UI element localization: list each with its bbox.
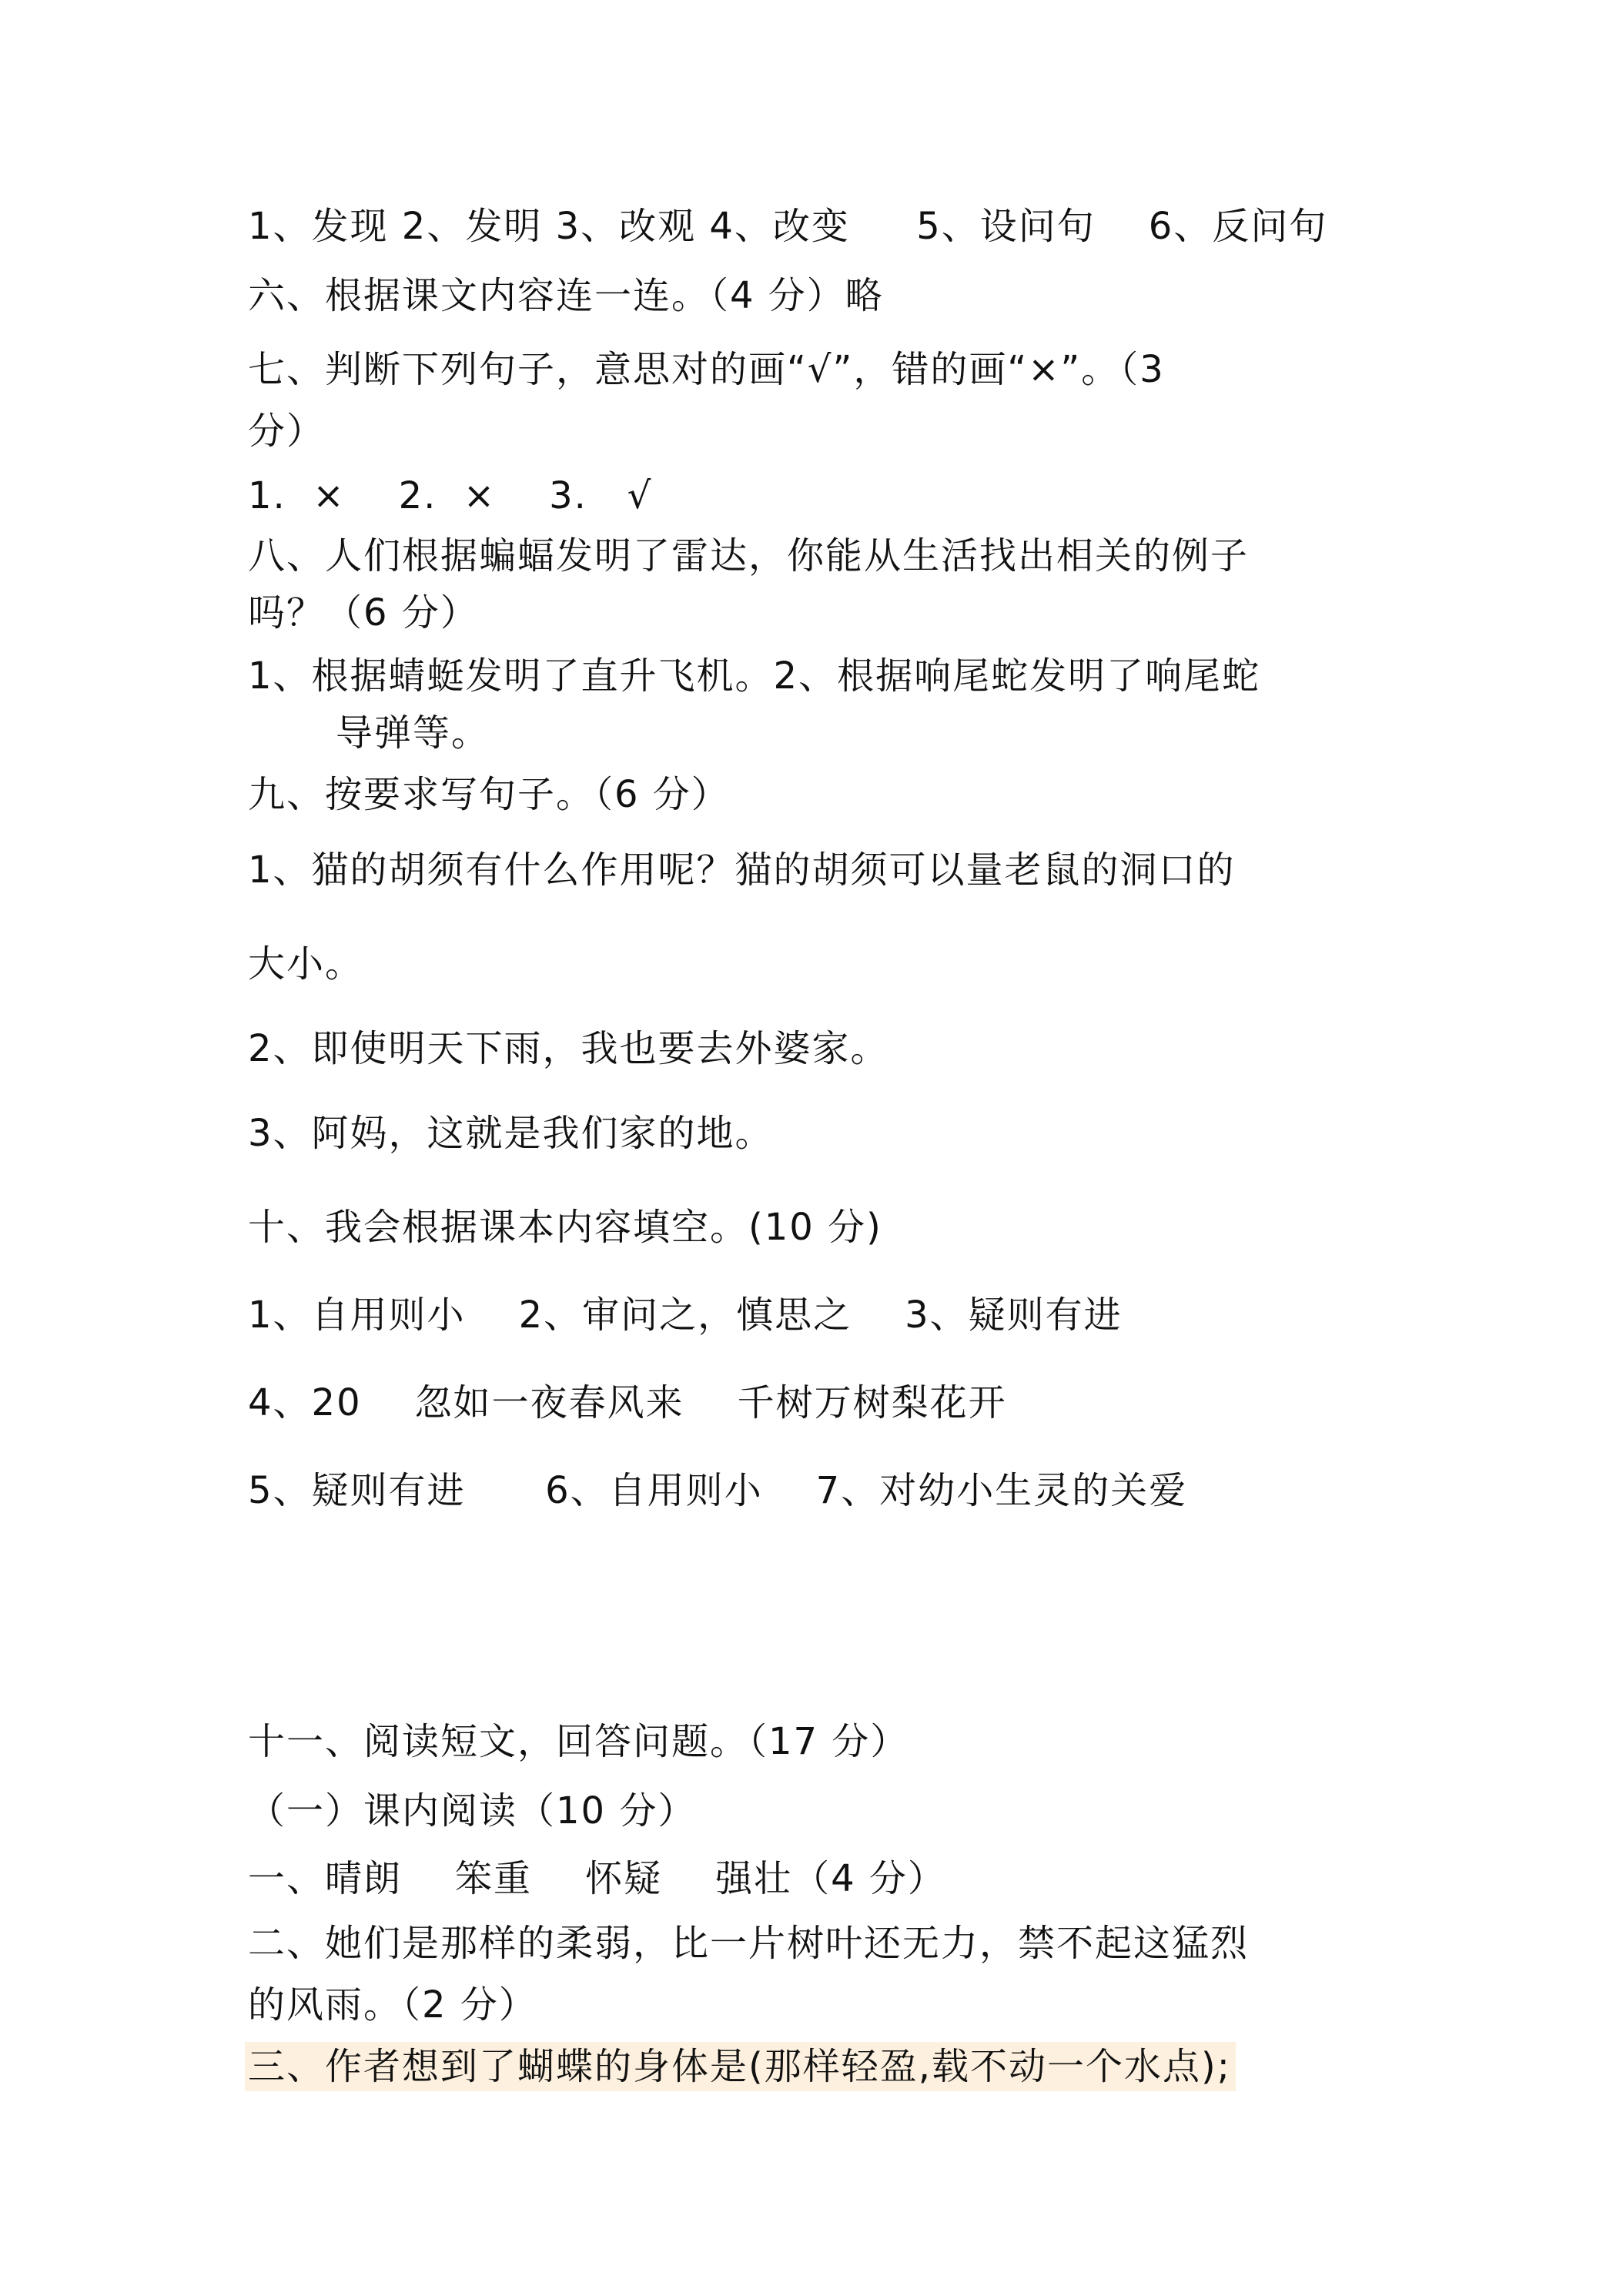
section-8-heading-cont: 吗？（6 分） [248,591,479,634]
section-9-answer-3: 3、阿妈，这就是我们家的地。 [248,1112,774,1155]
section-9-heading: 九、按要求写句子。（6 分） [248,773,730,816]
section-9-answer-1-cont: 大小。 [248,942,364,986]
section-9-answer-1: 1、猫的胡须有什么作用呢？猫的胡须可以量老鼠的洞口的 [248,848,1236,892]
section-10-answers-3: 5、疑则有进 6、自用则小 7、对幼小生灵的关爱 [248,1469,1188,1512]
section-7-heading: 七、判断下列句子，意思对的画“√”，错的画“×”。（3 [248,348,1165,391]
section-11-answer-2: 二、她们是那样的柔弱，比一片树叶还无力，禁不起这猛烈 [248,1922,1250,1965]
section-11-answer-1: 一、晴朗 笨重 怀疑 强壮（4 分） [248,1857,946,1900]
section-9-answer-2: 2、即使明天下雨，我也要去外婆家。 [248,1027,889,1070]
section-10-answers-1: 1、自用则小 2、审问之，慎思之 3、疑则有进 [248,1294,1123,1337]
section-8-answer-cont: 导弹等。 [336,711,490,755]
section-11-answer-2-cont: 的风雨。（2 分） [248,1983,537,2027]
section-6-heading: 六、根据课文内容连一连。（4 分）略 [248,274,884,317]
section-11-heading: 十一、阅读短文，回答问题。（17 分） [248,1720,909,1763]
section-8-heading: 八、人们根据蝙蝠发明了雷达，你能从生活找出相关的例子 [248,534,1250,577]
section-7-answers: 1. × 2. × 3. √ [248,474,653,517]
section-11-part-1-heading: （一）课内阅读（10 分） [248,1789,697,1832]
section-7-heading-cont: 分） [248,410,326,453]
section-10-heading: 十、我会根据课本内容填空。(10 分) [248,1206,882,1249]
answer-line-1: 1、发现 2、发明 3、改观 4、改变 5、设问句 6、反问句 [248,205,1328,248]
section-11-answer-3: 三、作者想到了蝴蝶的身体是(那样轻盈,载不动一个水点); [245,2042,1236,2091]
section-10-answers-2: 4、20 忽如一夜春风来 千树万树梨花开 [248,1381,1007,1424]
section-8-answer: 1、根据蜻蜓发明了直升飞机。2、根据响尾蛇发明了响尾蛇 [248,654,1261,698]
